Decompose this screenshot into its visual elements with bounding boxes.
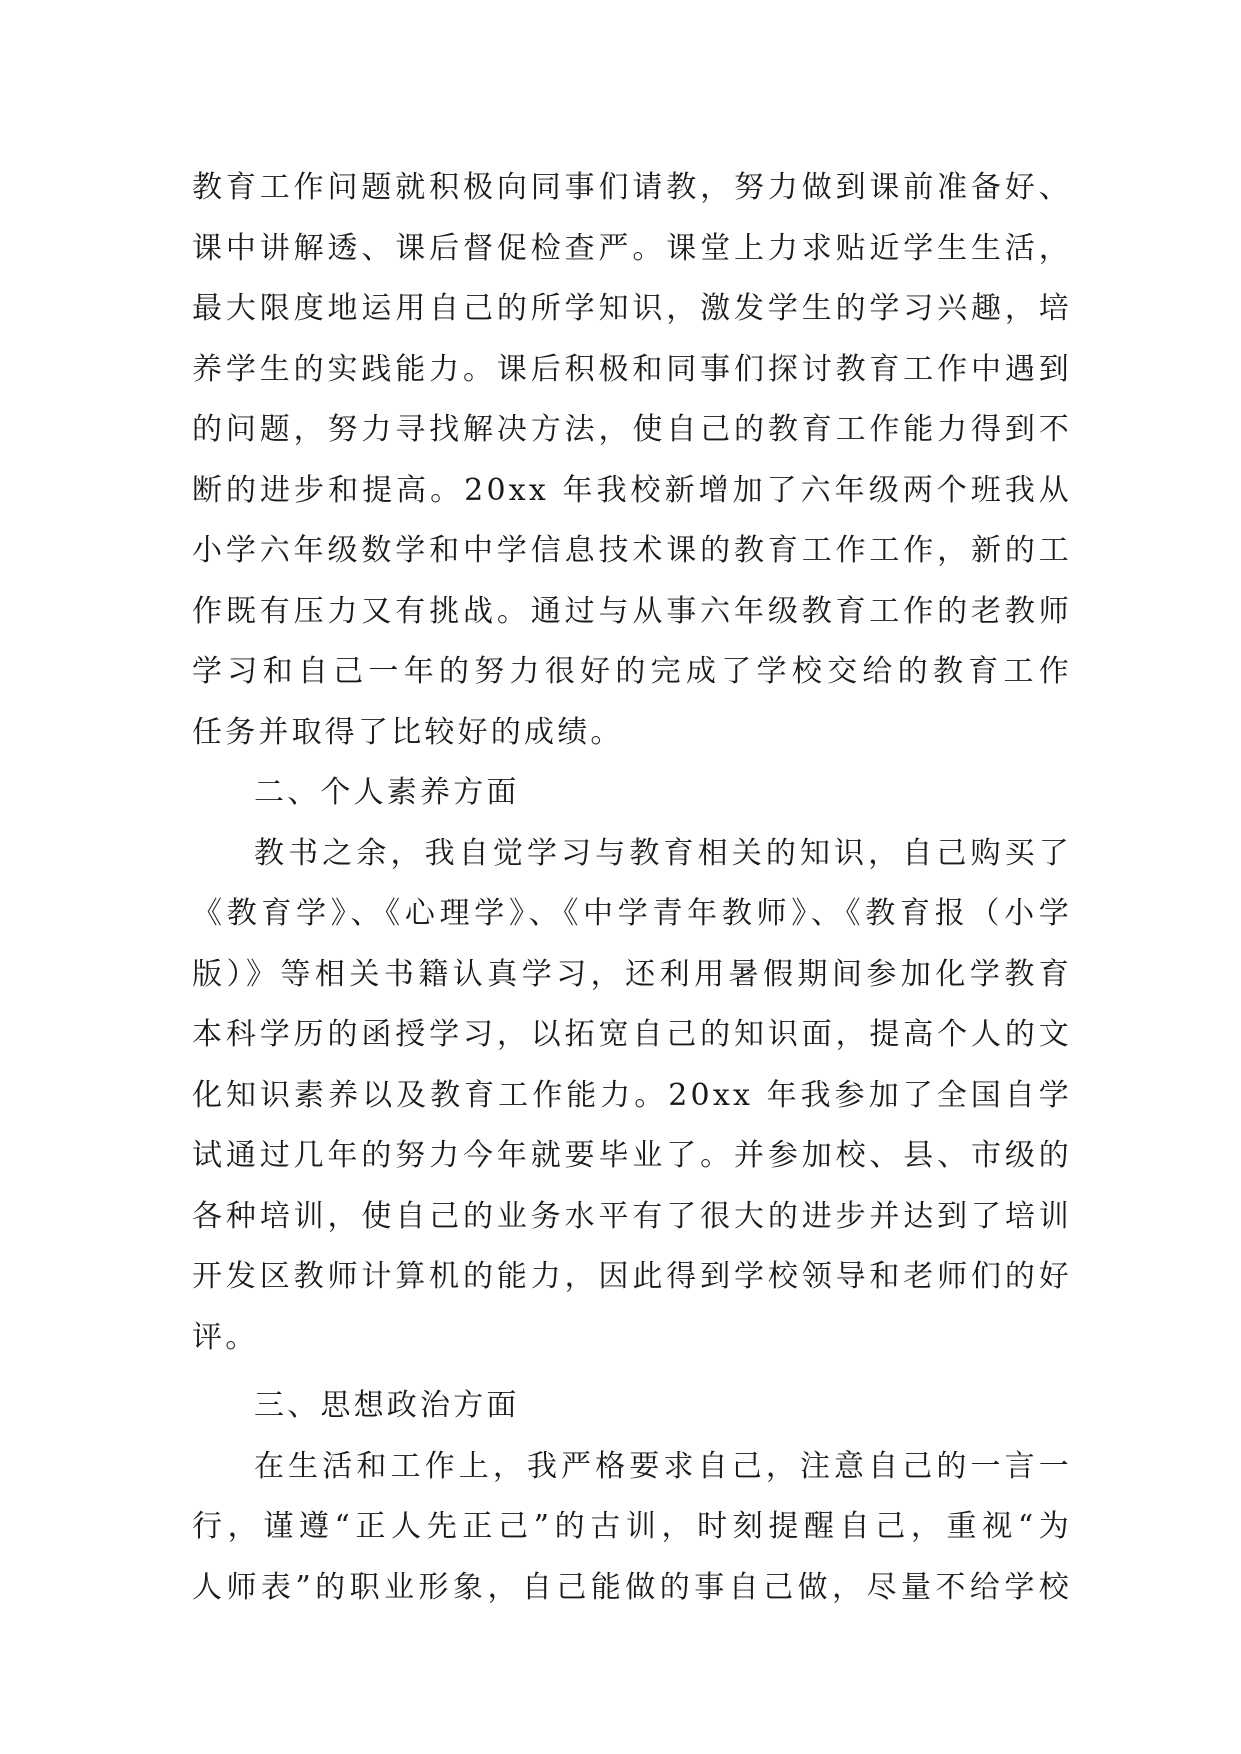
paragraph-line: 养学生的实践能力。课后积极和同事们探讨教育工作中遇到	[192, 351, 1072, 387]
paragraph-line: 任务并取得了比较好的成绩。	[192, 714, 624, 750]
paragraph-line: 学习和自己一年的努力很好的完成了学校交给的教育工作	[192, 654, 1072, 689]
paragraph-line: 作既有压力又有挑战。通过与从事六年级教育工作的老教师	[192, 593, 1072, 629]
paragraph-line: 化知识素养以及教育工作能力。20xx 年我参加了全国自学	[192, 1077, 1072, 1113]
paragraph-line: 评。	[192, 1319, 259, 1355]
paragraph-line: 最大限度地运用自己的所学知识，激发学生的学习兴趣，培	[192, 291, 1072, 326]
paragraph-line: 本科学历的函授学习，以拓宽自己的知识面，提高个人的文	[192, 1017, 1072, 1052]
paragraph-line: 小学六年级数学和中学信息技术课的教育工作工作，新的工	[192, 533, 1072, 568]
paragraph-line: 试通过几年的努力今年就要毕业了。并参加校、县、市级的	[192, 1138, 1072, 1173]
paragraph-line: 教书之余，我自觉学习与教育相关的知识，自己购买了	[254, 835, 1072, 871]
paragraph-line: 的问题，努力寻找解决方法，使自己的教育工作能力得到不	[192, 412, 1072, 447]
paragraph-line: 课中讲解透、课后督促检查严。课堂上力求贴近学生生活，	[192, 230, 1072, 266]
paragraph-line: 各种培训，使自己的业务水平有了很大的进步并达到了培训	[192, 1198, 1072, 1234]
paragraph-line: 《教育学》、《心理学》、《中学青年教师》、《教育报（小学	[192, 896, 1072, 931]
spacer	[192, 1368, 1072, 1376]
paragraph-line: 断的进步和提高。20xx 年我校新增加了六年级两个班我从	[192, 472, 1072, 508]
paragraph-line: 版）》等相关书籍认真学习，还利用暑假期间参加化学教育	[192, 956, 1072, 992]
document-body	[192, 158, 1072, 1618]
paragraph-line: 人师表”的职业形象，自己能做的事自己做，尽量不给学校	[192, 1569, 1072, 1605]
paragraph-line: 开发区教师计算机的能力，因此得到学校领导和老师们的好	[192, 1259, 1072, 1294]
paragraph-line: 教育工作问题就积极向同事们请教，努力做到课前准备好、	[192, 170, 1072, 205]
paragraph-line: 行，谨遵“正人先正己”的古训，时刻提醒自己，重视“为	[192, 1509, 1072, 1544]
section-heading-personal-quality: 二、个人素养方面	[254, 775, 520, 810]
paragraph-line: 在生活和工作上，我严格要求自己，注意自己的一言一	[254, 1448, 1072, 1484]
section-heading-ideology-politics: 三、思想政治方面	[254, 1388, 520, 1423]
